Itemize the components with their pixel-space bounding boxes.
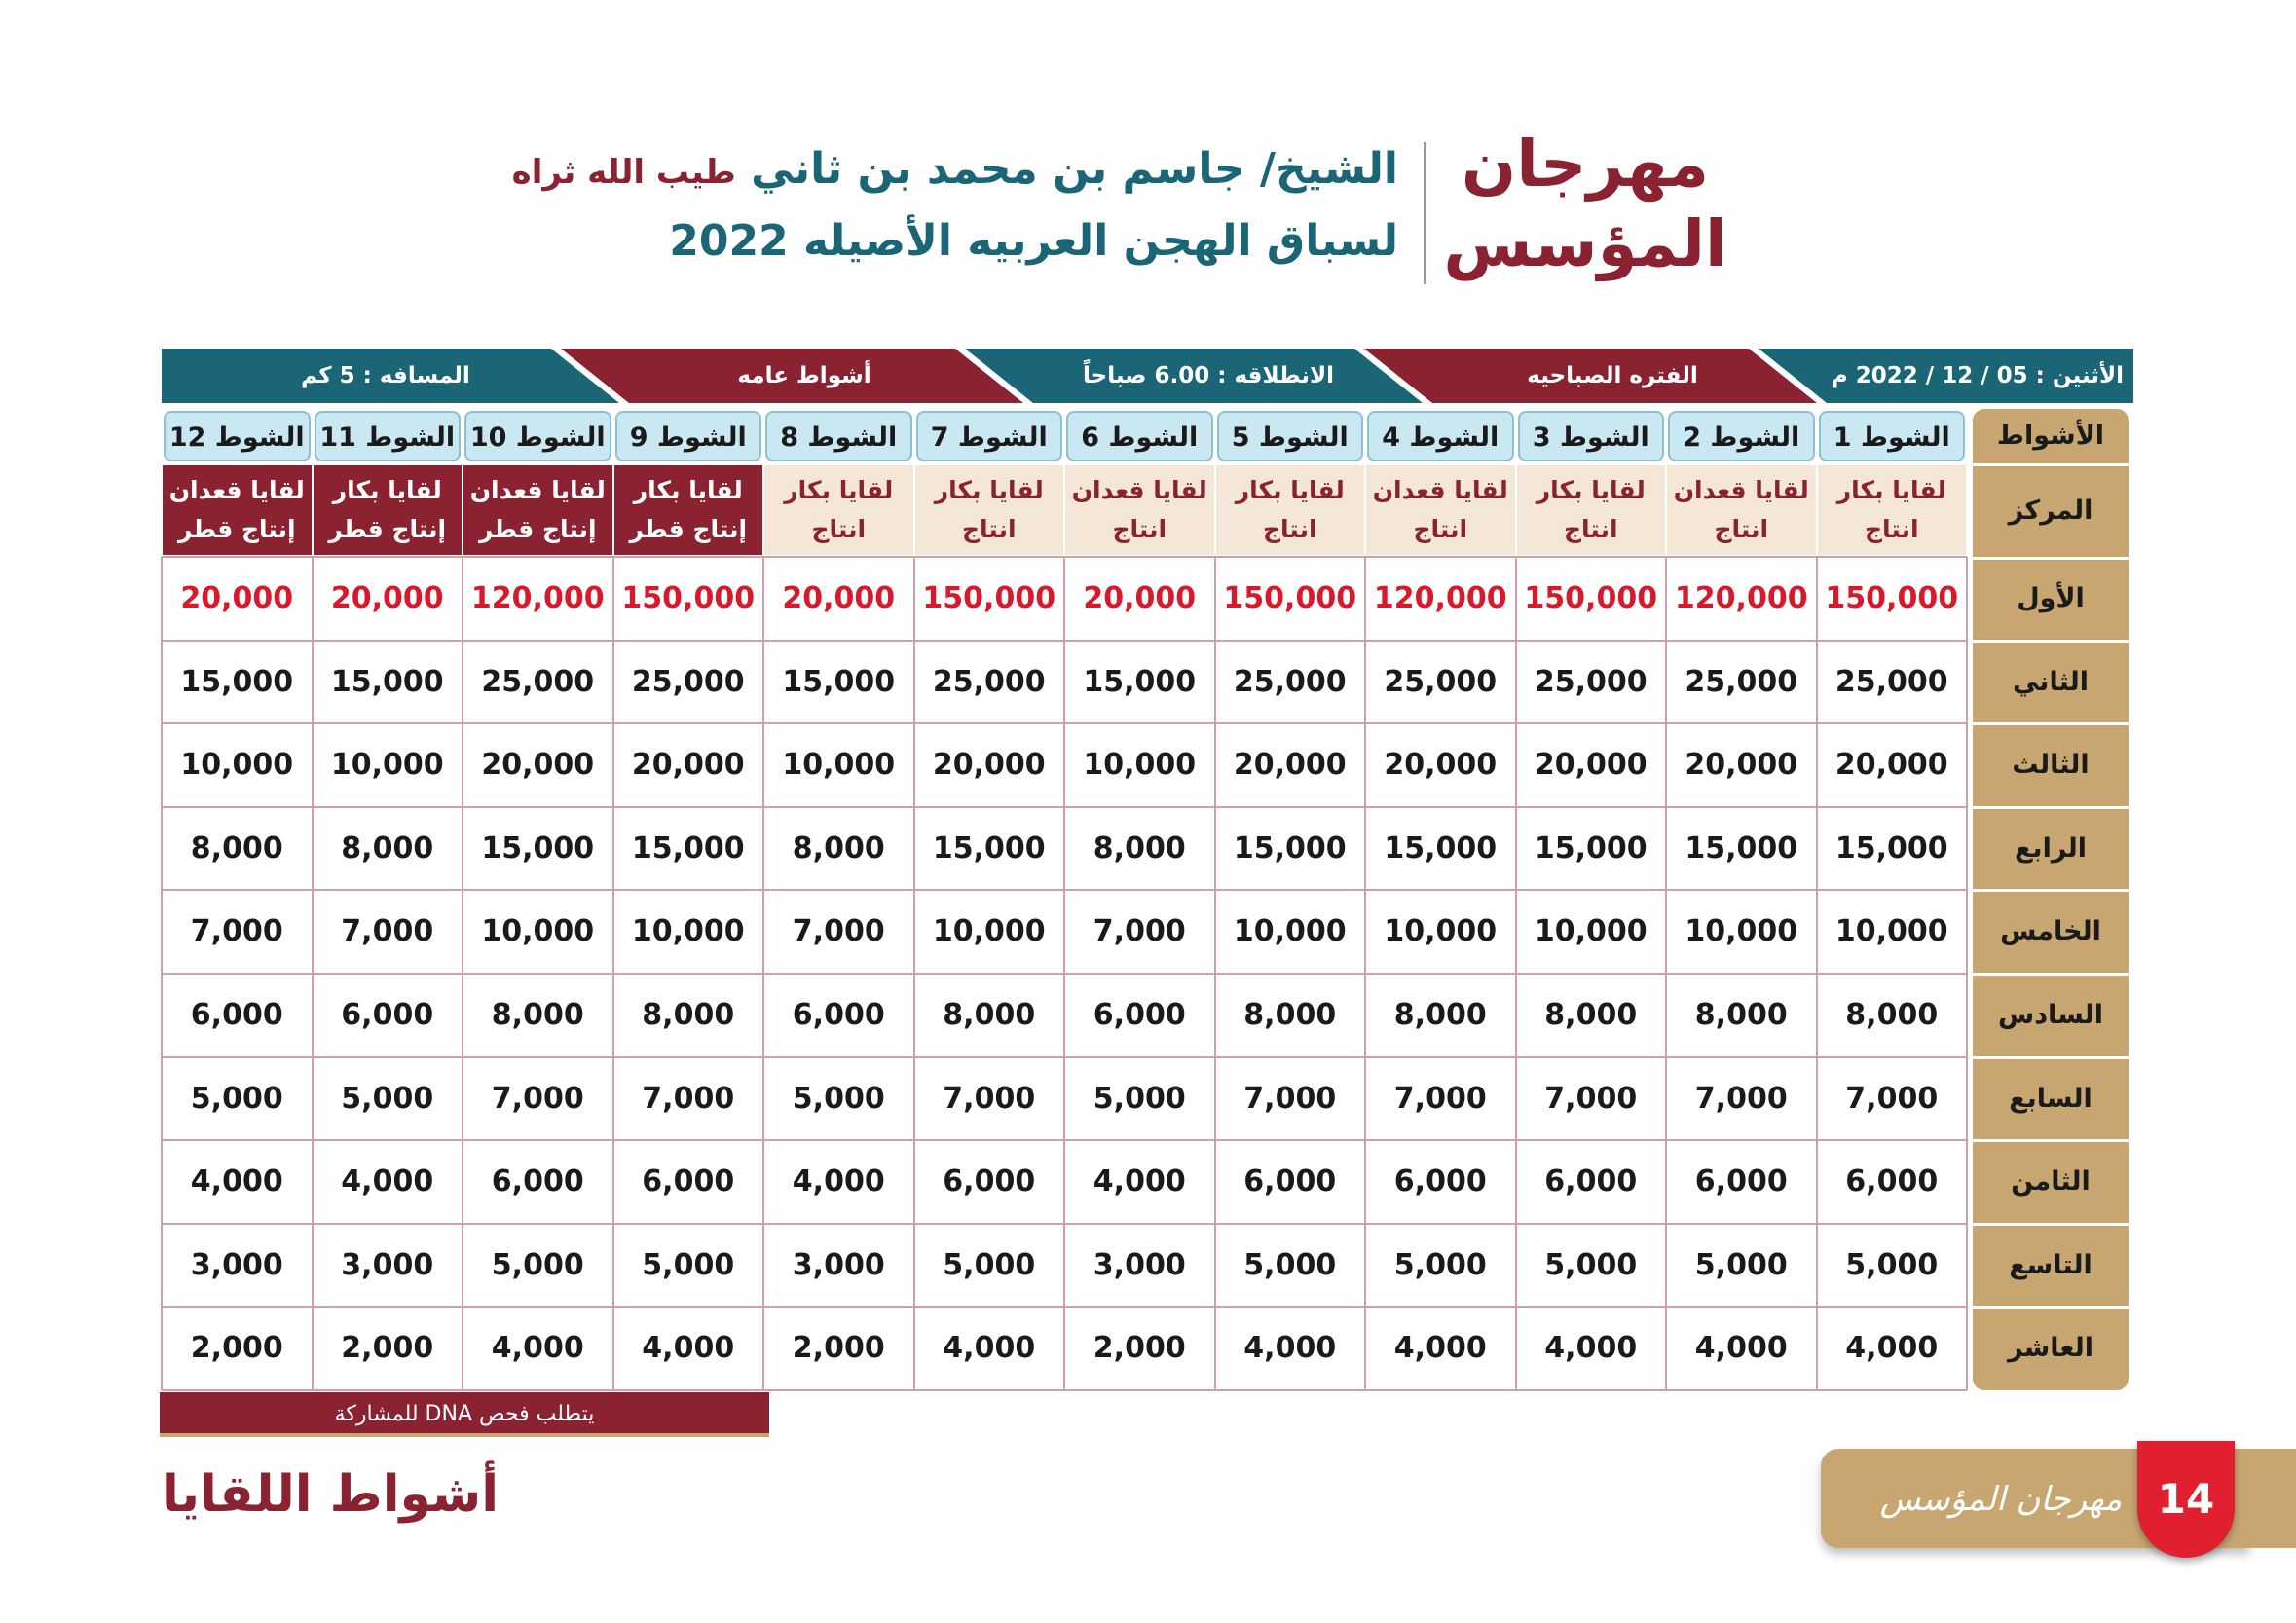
- prize-amount: 6,000: [491, 1164, 584, 1199]
- prize-amount: 6,000: [1694, 1164, 1788, 1199]
- header-divider: [1424, 142, 1426, 284]
- heat-header: الشوط 6: [1066, 411, 1213, 461]
- footer-strip: [2240, 1449, 2296, 1548]
- prize-amount: 10,000: [1083, 748, 1197, 783]
- prize-amount: 8,000: [1694, 998, 1788, 1032]
- prize-amount: 4,000: [1544, 1331, 1638, 1366]
- prize-amount: 10,000: [932, 914, 1046, 949]
- prize-amount: 15,000: [1685, 830, 1798, 866]
- prize-amount: 20,000: [1685, 748, 1798, 783]
- row-label-divider: [1973, 722, 2129, 725]
- rank-label: الأول: [2017, 583, 2085, 613]
- prize-amount: 5,000: [1092, 1081, 1186, 1116]
- prize-amount: 15,000: [180, 664, 294, 699]
- prize-amount: 6,000: [1092, 998, 1186, 1032]
- prize-amount: 150,000: [922, 581, 1056, 615]
- info-period: الفتره الصباحيه: [1527, 363, 1698, 388]
- prize-amount: 3,000: [190, 1247, 283, 1282]
- prize-amount: 8,000: [642, 998, 735, 1032]
- prize-amount: 20,000: [631, 748, 745, 783]
- heat-header: الشوط 4: [1367, 411, 1514, 461]
- heat-origin: إنتاج قطر: [328, 515, 447, 543]
- prize-amount: 3,000: [1092, 1247, 1186, 1282]
- prize-amount: 15,000: [1834, 830, 1948, 866]
- prize-amount: 6,000: [642, 1164, 735, 1199]
- heat-category-cell: [1216, 465, 1365, 555]
- prize-amount: 15,000: [932, 830, 1046, 866]
- prize-amount: 7,000: [190, 914, 283, 949]
- prize-amount: 3,000: [341, 1247, 434, 1282]
- prize-amount: 25,000: [631, 664, 745, 699]
- prize-amount: 5,000: [1393, 1247, 1487, 1282]
- heat-origin: إنتاج قطر: [478, 515, 597, 543]
- prize-amount: 7,000: [1694, 1081, 1788, 1116]
- heat-category: لقايا قعدان: [469, 476, 606, 504]
- heat-header: الشوط 7: [916, 411, 1063, 461]
- heat-origin: انتاج: [1864, 515, 1919, 543]
- prize-amount: 15,000: [782, 664, 896, 699]
- prize-amount: 2,000: [792, 1331, 885, 1366]
- heat-category-cell: [1818, 465, 1967, 555]
- rank-label: الثالث: [2012, 750, 2090, 781]
- prize-amount: 120,000: [470, 581, 605, 615]
- heat-origin: إنتاج قطر: [629, 515, 748, 543]
- info-start-time: الانطلاقه : 6.00 صباحاً: [1083, 363, 1334, 388]
- row-label-divider: [1973, 640, 2129, 643]
- prize-amount: 15,000: [1233, 830, 1347, 866]
- heat-origin: انتاج: [1563, 515, 1618, 543]
- prize-amount: 7,000: [943, 1081, 1036, 1116]
- prize-amount: 20,000: [180, 581, 294, 615]
- info-distance: المسافه : 5 كم: [301, 363, 470, 388]
- prize-amount: 10,000: [782, 748, 896, 783]
- heat-category-cell: [614, 465, 763, 555]
- prize-amount: 10,000: [1233, 914, 1347, 949]
- heat-header: الشوط 3: [1518, 411, 1665, 461]
- row-label-divider: [1973, 1139, 2129, 1142]
- row-label-divider: [1973, 1306, 2129, 1309]
- prize-amount: 150,000: [1825, 581, 1959, 615]
- prize-amount: 6,000: [1544, 1164, 1638, 1199]
- heat-category: لقايا بكار: [332, 476, 442, 504]
- heat-category-cell: [764, 465, 913, 555]
- heat-origin: انتاج: [961, 515, 1017, 543]
- heat-category: لقايا بكار: [633, 476, 743, 504]
- heat-header: الشوط 11: [315, 411, 462, 461]
- prize-amount: 10,000: [180, 748, 294, 783]
- prize-amount: 7,000: [642, 1081, 735, 1116]
- rank-label: العاشر: [2007, 1333, 2094, 1364]
- page-number: 14: [2137, 1441, 2235, 1558]
- heat-category: لقايا قعدان: [1372, 476, 1508, 504]
- rank-label: الخامس: [2000, 916, 2101, 947]
- heat-origin: انتاج: [1112, 515, 1167, 543]
- prize-amount: 15,000: [1083, 664, 1197, 699]
- prize-amount: 6,000: [1393, 1164, 1487, 1199]
- prize-amount: 5,000: [642, 1247, 735, 1282]
- festival-logo: مهرجان المؤسس: [1879, 1480, 2123, 1519]
- section-title: أشواط اللقايا: [162, 1465, 500, 1524]
- prize-amount: 4,000: [1393, 1331, 1487, 1366]
- prize-amount: 8,000: [491, 998, 584, 1032]
- heat-category-cell: [1667, 465, 1816, 555]
- prize-amount: 7,000: [1393, 1081, 1487, 1116]
- heat-category-cell: [915, 465, 1064, 555]
- heat-category-cell: [163, 465, 312, 555]
- heat-category: لقايا بكار: [1235, 476, 1345, 504]
- prize-amount: 10,000: [330, 748, 444, 783]
- heat-category-cell: [1366, 465, 1515, 555]
- prize-amount: 5,000: [1845, 1247, 1939, 1282]
- heat-category: لقايا قعدان: [168, 476, 305, 504]
- prize-amount: 25,000: [1685, 664, 1798, 699]
- prize-amount: 20,000: [782, 581, 896, 615]
- info-date: الأثنين : 05 / 12 / 2022 م: [1831, 363, 2124, 388]
- prize-amount: 150,000: [621, 581, 756, 615]
- heat-category-cell: [314, 465, 463, 555]
- prize-amount: 6,000: [943, 1164, 1036, 1199]
- prize-amount: 120,000: [1373, 581, 1507, 615]
- heat-category: لقايا قعدان: [1071, 476, 1207, 504]
- prize-amount: 8,000: [792, 830, 885, 866]
- sponsor-name: الشيخ/ جاسم بن محمد بن ثاني: [751, 144, 1398, 194]
- prize-amount: 20,000: [481, 748, 595, 783]
- prize-amount: 7,000: [341, 914, 434, 949]
- prize-amount: 7,000: [1845, 1081, 1939, 1116]
- heat-header: الشوط 2: [1668, 411, 1815, 461]
- prize-amount: 15,000: [1534, 830, 1648, 866]
- heat-category: لقايا قعدان: [1673, 476, 1809, 504]
- prize-amount: 10,000: [1534, 914, 1648, 949]
- prize-amount: 8,000: [1393, 998, 1487, 1032]
- prize-amount: 25,000: [1534, 664, 1648, 699]
- heat-category-cell: [463, 465, 612, 555]
- prize-amount: 4,000: [1694, 1331, 1788, 1366]
- prize-amount: 7,000: [491, 1081, 584, 1116]
- heat-header: الشوط 9: [615, 411, 762, 461]
- prize-amount: 4,000: [792, 1164, 885, 1199]
- info-bar: [162, 349, 2133, 403]
- heat-header: الشوط 5: [1217, 411, 1364, 461]
- info-race-type: أشواط عامه: [737, 363, 871, 388]
- prize-amount: 5,000: [190, 1081, 283, 1116]
- heat-category: لقايا بكار: [1536, 476, 1646, 504]
- prize-amount: 20,000: [1834, 748, 1948, 783]
- row-label-divider: [1973, 889, 2129, 892]
- prize-amount: 20,000: [932, 748, 1046, 783]
- row-label-rank: المركز: [2008, 496, 2093, 526]
- prize-amount: 20,000: [1534, 748, 1648, 783]
- prize-amount: 4,000: [943, 1331, 1036, 1366]
- prize-amount: 5,000: [341, 1081, 434, 1116]
- heat-origin: انتاج: [1714, 515, 1769, 543]
- prize-amount: 6,000: [1845, 1164, 1939, 1199]
- prize-amount: 8,000: [1845, 998, 1939, 1032]
- rank-label: الثاني: [2012, 666, 2089, 697]
- prize-amount: 7,000: [1544, 1081, 1638, 1116]
- prize-amount: 15,000: [481, 830, 595, 866]
- prize-amount: 8,000: [1092, 830, 1186, 866]
- heat-category-cell: [1065, 465, 1214, 555]
- row-label-divider: [1973, 1056, 2129, 1059]
- prize-amount: 8,000: [341, 830, 434, 866]
- prize-amount: 6,000: [792, 998, 885, 1032]
- prize-amount: 8,000: [943, 998, 1036, 1032]
- heat-header: الشوط 1: [1819, 411, 1966, 461]
- prize-amount: 10,000: [631, 914, 745, 949]
- heat-header: الشوط 10: [464, 411, 611, 461]
- prize-amount: 4,000: [1092, 1164, 1186, 1199]
- prize-amount: 5,000: [1694, 1247, 1788, 1282]
- prize-amount: 15,000: [330, 664, 444, 699]
- heat-header: الشوط 8: [765, 411, 912, 461]
- prize-amount: 2,000: [190, 1331, 283, 1366]
- prize-amount: 25,000: [1834, 664, 1948, 699]
- prize-amount: 6,000: [1243, 1164, 1337, 1199]
- prize-amount: 20,000: [330, 581, 444, 615]
- prize-amount: 6,000: [341, 998, 434, 1032]
- prize-amount: 8,000: [1243, 998, 1337, 1032]
- prize-amount: 25,000: [1384, 664, 1498, 699]
- prize-amount: 5,000: [1243, 1247, 1337, 1282]
- prize-amount: 5,000: [943, 1247, 1036, 1282]
- rank-label: الثامن: [2011, 1166, 2091, 1198]
- prize-amount: 20,000: [1384, 748, 1498, 783]
- prize-amount: 4,000: [1243, 1331, 1337, 1366]
- prize-amount: 2,000: [341, 1331, 434, 1366]
- prize-amount: 5,000: [1544, 1247, 1638, 1282]
- prize-amount: 5,000: [792, 1081, 885, 1116]
- prize-amount: 10,000: [481, 914, 595, 949]
- prize-amount: 5,000: [491, 1247, 584, 1282]
- heat-origin: انتاج: [1413, 515, 1468, 543]
- prize-amount: 10,000: [1834, 914, 1948, 949]
- heat-category: لقايا بكار: [784, 476, 894, 504]
- row-label-heats: الأشواط: [1996, 421, 2105, 451]
- heat-category: لقايا بكار: [934, 476, 1044, 504]
- rank-label: التاسع: [2009, 1249, 2092, 1280]
- prize-amount: 8,000: [190, 830, 283, 866]
- prize-amount: 6,000: [190, 998, 283, 1032]
- row-label-divider: [1973, 973, 2129, 976]
- prize-amount: 20,000: [1083, 581, 1197, 615]
- header-sponsor-line: [512, 144, 1398, 194]
- prize-amount: 150,000: [1524, 581, 1658, 615]
- festival-title: مهرجان المؤسس: [1443, 127, 1727, 281]
- rank-label: السابع: [2009, 1083, 2092, 1114]
- rank-label: الرابع: [2014, 832, 2088, 864]
- heat-origin: انتاج: [811, 515, 867, 543]
- prize-amount: 120,000: [1674, 581, 1808, 615]
- prize-amount: 2,000: [1092, 1331, 1186, 1366]
- row-label-divider: [1973, 806, 2129, 809]
- prize-amount: 10,000: [1685, 914, 1798, 949]
- dna-requirement-note: يتطلب فحص DNA للمشاركة: [160, 1392, 769, 1437]
- prize-amount: 15,000: [631, 830, 745, 866]
- prize-amount: 4,000: [642, 1331, 735, 1366]
- heat-origin: انتاج: [1262, 515, 1317, 543]
- prize-amount: 150,000: [1223, 581, 1357, 615]
- prize-amount: 4,000: [1845, 1331, 1939, 1366]
- row-label-divider: [1973, 463, 2129, 466]
- heat-category-cell: [1517, 465, 1666, 555]
- prize-amount: 20,000: [1233, 748, 1347, 783]
- header-race-line: لسباق الهجن العربيه الأصيله 2022: [669, 216, 1398, 266]
- row-label-divider: [1973, 1223, 2129, 1226]
- prize-amount: 25,000: [932, 664, 1046, 699]
- prize-amount: 10,000: [1384, 914, 1498, 949]
- heat-origin: إنتاج قطر: [177, 515, 296, 543]
- prize-amount: 25,000: [1233, 664, 1347, 699]
- prize-amount: 4,000: [190, 1164, 283, 1199]
- heat-category: لقايا بكار: [1836, 476, 1946, 504]
- sponsor-blessing: طيب الله ثراه: [511, 153, 736, 192]
- prize-amount: 4,000: [341, 1164, 434, 1199]
- prize-amount: 7,000: [792, 914, 885, 949]
- rank-label: السادس: [1997, 1000, 2104, 1030]
- prize-amount: 15,000: [1384, 830, 1498, 866]
- prize-amount: 3,000: [792, 1247, 885, 1282]
- heat-header: الشوط 12: [164, 411, 311, 461]
- prize-amount: 7,000: [1092, 914, 1186, 949]
- prize-amount: 8,000: [1544, 998, 1638, 1032]
- prize-amount: 4,000: [491, 1331, 584, 1366]
- prize-amount: 25,000: [481, 664, 595, 699]
- prize-amount: 7,000: [1243, 1081, 1337, 1116]
